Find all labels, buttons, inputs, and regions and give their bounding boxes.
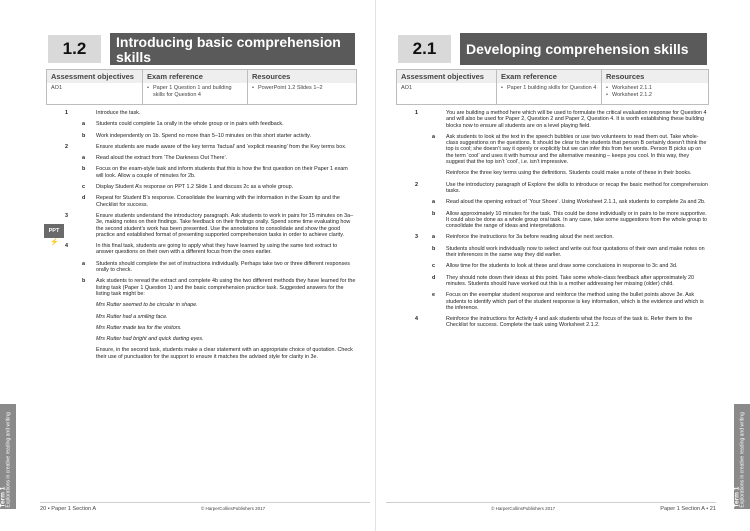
- note-text: Introduce the task.: [96, 110, 141, 116]
- step-letter: [82, 336, 96, 342]
- step-letter: [432, 182, 446, 195]
- step-letter: [82, 110, 96, 116]
- step-number: 1: [65, 110, 68, 116]
- note-text: Focus on the exam-style task and inform students that this is how the first question on their Paper 1 exam will look. Allow a couple of minutes for 2b.: [96, 166, 348, 179]
- note-row: [46, 184, 356, 190]
- step-number: [396, 199, 432, 205]
- step-letter: b: [432, 210, 436, 217]
- step-letter: b: [82, 278, 86, 285]
- step-letter: [82, 302, 96, 308]
- step-letter: [82, 325, 96, 331]
- note-text: Ask students to reread the extract and complete 4b using the two different methods they have learned for the listing task (Paper 1 Question 1) and the basic comprehension practice task. Suggested answers for the listing task might be:: [96, 278, 356, 297]
- note-text: Allow approximately 10 minutes for the task. This could be done individually or in pairs to be more supportive. It could also be done as a whole group oral task. In any case, take some suggestions from the whole group to consolidate the range of ideas and interpretations.: [446, 210, 708, 230]
- step-number: 4: [65, 243, 68, 250]
- note-text: Work independently on 1b. Spend no more than 5–10 minutes on this short starter activity.: [96, 132, 311, 139]
- right-page: [375, 0, 750, 531]
- note-text: Ensure students are made aware of the key terms ‘factual’ and ‘explicit meaning’ from the Key terms box.: [96, 143, 347, 150]
- step-number: [46, 195, 82, 208]
- step-number: [46, 184, 82, 190]
- lightning-icon: ⚡: [50, 239, 59, 246]
- step-number: [46, 325, 82, 331]
- step-number: [396, 246, 432, 259]
- note-row: [46, 336, 356, 342]
- note-row: [46, 261, 356, 274]
- copyright: © HarperCollinsPublishers 2017: [491, 506, 556, 511]
- step-letter: a: [82, 121, 85, 128]
- step-letter: e: [432, 292, 435, 299]
- note-text: Allow time for the students to look at these and draw some conclusions in response to 3c and 3d.: [446, 263, 678, 270]
- assessment-objectives: Assessment objectives AO1: [47, 70, 143, 104]
- note-text: Reinforce the instructions for 3a before reading aloud the next section.: [446, 234, 614, 241]
- note-row: [46, 121, 356, 127]
- note-row: [396, 234, 708, 240]
- step-letter: [432, 110, 446, 129]
- step-number: [46, 121, 82, 127]
- step-number: [46, 155, 82, 161]
- step-number: [46, 278, 82, 297]
- note-row: [46, 243, 356, 256]
- step-letter: [432, 316, 446, 329]
- step-number: [396, 134, 432, 165]
- exam-reference: Exam reference • Paper 1 Question 1 and building skills for Question 4: [143, 70, 248, 104]
- note-text: Ensure, in the second task, students make a clear statement with an appropriate choice of quotation. Check their use of punctuation for the support to ensure it matches the advised style for clarity in 3e.: [96, 347, 353, 360]
- note-row: [396, 134, 708, 165]
- step-letter: a: [432, 234, 435, 241]
- step-letter: [432, 170, 446, 176]
- note-text: Mrs Rutter made tea for the visitors.: [96, 324, 182, 331]
- note-row: [396, 182, 708, 195]
- step-letter: [82, 314, 96, 320]
- step-number: [46, 314, 82, 320]
- teaching-notes: [46, 110, 356, 365]
- step-letter: d: [432, 274, 436, 281]
- lesson-title: Introducing basic comprehension skills: [110, 33, 355, 65]
- note-row: [396, 275, 708, 288]
- note-row: [46, 302, 356, 308]
- note-row: [46, 213, 356, 238]
- step-number: 4: [415, 316, 418, 323]
- lesson-number: 2.1: [398, 35, 451, 63]
- footer: [40, 502, 370, 512]
- step-letter: d: [82, 195, 86, 202]
- step-letter: c: [432, 263, 435, 270]
- step-number: [46, 133, 82, 139]
- note-row: [396, 170, 708, 176]
- note-text: Students could complete 1a orally in the whole group or in pairs with feedback.: [96, 121, 284, 128]
- note-text: In this final task, students are going to apply what they have learned by using the same text extract to answer questions on their own with a different focus from the ones earlier.: [96, 243, 338, 256]
- step-number: 3: [415, 234, 418, 241]
- step-letter: b: [82, 132, 86, 139]
- note-row: [396, 211, 708, 230]
- note-text: Students should work individually now to select and write out four quotations of their own and make notes on their inferences in the same way they did earlier.: [446, 245, 705, 259]
- resources: Resources • Worksheet 2.1.1 • Worksheet 2.1.2: [602, 70, 708, 104]
- step-letter: b: [82, 166, 86, 173]
- note-text: You are building a method here which will be used to formulate the critical evaluation response for Question 4 and will also be used for Paper 2, Question 2 and Paper 2, Question 4. It is worth establishing these building blocks now to ensure all students are on a level playing field.: [446, 110, 707, 129]
- page-label: Paper 1 Section A • 21: [660, 506, 716, 512]
- note-text: Display Student A’s response on PPT 1.2 Slide 1 and discuss 2c as a whole group.: [96, 184, 294, 191]
- term-tab: Term 1 Explorations in creative reading and writing: [734, 404, 750, 509]
- step-letter: a: [82, 260, 85, 267]
- note-row: [46, 325, 356, 331]
- lesson-title: Developing comprehension skills: [460, 33, 707, 65]
- note-text: Ensure students understand the introductory paragraph. Ask students to work in pairs for 15 minutes on 3a–3e, making notes on their findings. Take feedback on their findings orally. Spend some time evaluating how the second student’s work has been presented. Use the annotations to consolidate and show the good practice and established format of presenting supported comprehension tasks in order to achieve clarity.: [96, 212, 354, 238]
- note-text: Ask students to look at the text in the speech bubbles or use two volunteers to read them out. Take whole-class suggestions on the questions. It should be clear to the students that person B certainly doesn’t think the top is cool; she doesn’t say it openly or explicitly but we can infer this from her words. Person B picks up on the term ‘cool’ and uses it with humour and the alternative meaning – keeps you cool. In this way, they suggest that the top isn’t ‘cool’, i.e. isn’t impressive.: [446, 133, 707, 166]
- note-row: [396, 199, 708, 205]
- note-row: [396, 110, 708, 129]
- step-letter: c: [82, 184, 85, 191]
- step-letter: a: [432, 133, 435, 140]
- step-number: [396, 170, 432, 176]
- teaching-notes: [396, 110, 708, 334]
- note-row: [46, 166, 356, 179]
- step-letter: [82, 213, 96, 238]
- note-row: [46, 347, 356, 360]
- page-label: 20 • Paper 1 Section A: [40, 506, 97, 512]
- note-text: Mrs Rutter had bright and quick darting eyes.: [96, 336, 204, 343]
- note-row: [396, 292, 708, 311]
- step-number: [396, 275, 432, 288]
- step-letter: [82, 243, 96, 256]
- step-number: [396, 292, 432, 311]
- step-number: 2: [65, 143, 68, 150]
- assessment-objectives: Assessment objectives AO1: [397, 70, 497, 104]
- note-text: They should note down their ideas at this point. Take some whole-class feedback after approximately 20 minutes. Students should have worked out this is a mother addressing her missing (older) child.: [446, 274, 695, 287]
- note-text: Students should complete the set of instructions individually. Perhaps take two or three different responses orally to check.: [96, 260, 350, 274]
- note-row: [396, 316, 708, 329]
- lesson-number: 1.2: [48, 35, 101, 63]
- note-row: [46, 195, 356, 208]
- step-letter: b: [432, 245, 436, 252]
- step-number: 2: [415, 181, 418, 188]
- note-text: Repeat for Student B’s response. Consolidate the learning with the information in the Exam tip and the Checklist for success.: [96, 195, 340, 208]
- note-row: [46, 110, 356, 116]
- note-row: [46, 314, 356, 320]
- note-text: Mrs Rutter seemed to be circular in shape.: [96, 302, 198, 309]
- note-text: Read aloud the extract from ‘The Darkness Out There’.: [96, 155, 228, 162]
- term-tab: Term 1 Explorations in creative reading and writing: [0, 404, 16, 509]
- note-row: [396, 263, 708, 269]
- step-number: [46, 347, 82, 360]
- step-letter: a: [432, 199, 435, 206]
- step-letter: [82, 144, 96, 150]
- note-text: Read aloud the opening extract of ‘Your Shoes’. Using Worksheet 2.1.1, ask students to complete 2a and 2b.: [446, 199, 706, 206]
- footer: [386, 502, 716, 512]
- ppt-badge: PPT: [44, 224, 64, 238]
- objectives-table: [396, 69, 709, 105]
- note-row: [46, 155, 356, 161]
- step-letter: a: [82, 155, 85, 162]
- note-row: [46, 278, 356, 297]
- step-number: [46, 302, 82, 308]
- note-text: Mrs Rutter had a smiling face.: [96, 313, 168, 320]
- step-number: [46, 166, 82, 179]
- step-number: [46, 261, 82, 274]
- step-number: [396, 263, 432, 269]
- objectives-table: [46, 69, 357, 105]
- copyright: © HarperCollinsPublishers 2017: [200, 506, 266, 511]
- step-number: 1: [415, 110, 418, 116]
- note-row: [396, 246, 708, 259]
- note-text: Use the introductory paragraph of Explore the skills to introduce or recap the basic method for comprehension tasks.: [446, 181, 708, 194]
- exam-reference: Exam reference • Paper 1 building skills for Question 4: [497, 70, 602, 104]
- note-row: [46, 133, 356, 139]
- note-row: [46, 144, 356, 150]
- note-text: Reinforce the instructions for Activity 4 and ask students what the focus of the task is. Refer them to the Checklist for success. Complete the task using Worksheet 2.1.2.: [446, 316, 693, 329]
- note-text: Focus on the exemplar student response and reinforce the method using the bullet points above 3e. Ask students to identify which part of the student response is key information, which is the evidence and which is the inference.: [446, 292, 704, 311]
- step-number: [46, 336, 82, 342]
- step-letter: [82, 347, 96, 360]
- resources: Resources • PowerPoint 1.2 Slides 1–2: [248, 70, 356, 104]
- note-text: Reinforce the three key terms using the definitions. Students could make a note of these in their books.: [446, 170, 692, 177]
- step-number: [396, 211, 432, 230]
- step-number: 3: [65, 212, 68, 219]
